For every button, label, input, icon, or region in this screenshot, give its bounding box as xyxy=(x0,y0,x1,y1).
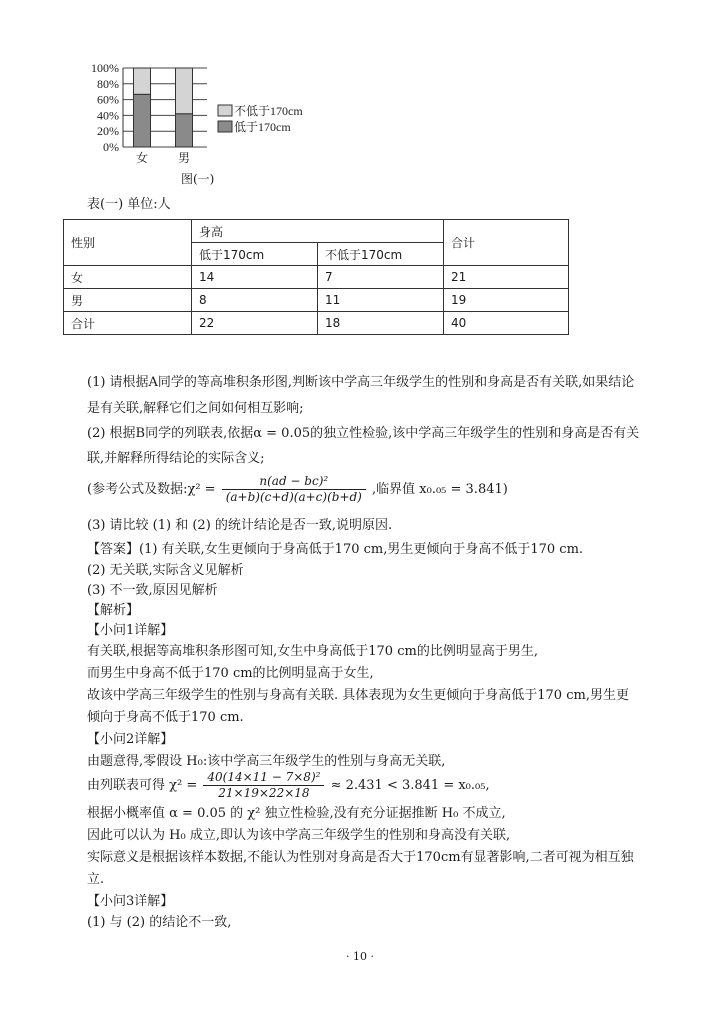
subq1-line4: 倾向于身高不低于170 cm. xyxy=(87,710,244,725)
subq2-line4: 因此可以认为 H₀ 成立,即认为该中学高三年级学生的性别和身高没有关联, xyxy=(87,828,511,843)
subq1-heading: 【小问1详解】 xyxy=(87,623,174,638)
row-label: 合计 xyxy=(64,312,192,335)
y-tick-label: 100% xyxy=(91,61,119,75)
legend-swatch xyxy=(218,121,232,132)
header-gender: 性别 xyxy=(64,220,192,266)
q1-line1: (1) 请根据A同学的等高堆积条形图,判断该中学高三年级学生的性别和身高是否有关联,如果结论 xyxy=(87,375,635,390)
ref-denominator: (a+b)(c+d)(a+c)(b+d) xyxy=(225,490,362,504)
q1-line2: 是有关联,解释它们之间如何相互影响; xyxy=(87,401,304,416)
cell-low: 8 xyxy=(192,289,318,312)
subq2-line1: 由题意得,零假设 H₀:该中学高三年级学生的性别与身高无关联, xyxy=(87,754,446,769)
stacked-bar-chart xyxy=(80,58,340,188)
q2-line1: (2) 根据B同学的列联表,依据α = 0.05的独立性检验,该中学高三年级学生的性别和身高是否有关 xyxy=(87,426,640,441)
x-tick-label: 男 xyxy=(177,151,191,165)
subq1-line3: 故该中学高三年级学生的性别与身高有关联. 具体表现为女生更倾向于身高低于170 cm,男生更 xyxy=(87,688,629,703)
header-height: 身高 xyxy=(192,220,444,243)
answer-line3: (3) 不一致,原因见解析 xyxy=(87,583,218,598)
subq2-formula-prefix: 由列联表可得 χ² = xyxy=(87,778,198,793)
legend-label: 不低于170cm xyxy=(234,104,303,118)
cell-low: 14 xyxy=(192,266,318,289)
answer-line1: 【答案】(1) 有关联,女生更倾向于身高低于170 cm,男生更倾向于身高不低于170 cm. xyxy=(87,542,584,557)
bar-segment xyxy=(176,114,193,147)
q2-line2: 联,并解释所得结论的实际含义; xyxy=(87,451,265,466)
ref-numerator: n(ad − bc)² xyxy=(222,474,366,490)
y-tick-label: 0% xyxy=(103,140,119,154)
subq2-denominator: 21×19×22×18 xyxy=(218,786,310,800)
cell-total: 19 xyxy=(444,289,569,312)
x-tick-label: 女 xyxy=(135,151,149,165)
subq2-formula-suffix: ≈ 2.431 < 3.841 = x₀.₀₅, xyxy=(330,778,490,793)
subq3-line1: (1) 与 (2) 的结论不一致, xyxy=(87,915,232,930)
bar-segment xyxy=(134,94,151,147)
subq1-line1: 有关联,根据等高堆积条形图可知,女生中身高低于170 cm的比例明显高于男生, xyxy=(87,644,538,659)
bar-segment xyxy=(134,68,151,94)
analysis-heading: 【解析】 xyxy=(87,603,140,618)
subheader-high: 不低于170cm xyxy=(318,243,444,266)
row-label: 男 xyxy=(64,289,192,312)
cell-high: 18 xyxy=(318,312,444,335)
subq2-line5: 实际意义是根据该样本数据,不能认为性别对身高是否大于170cm有显著影响,二者可视为相互独 xyxy=(87,850,634,865)
answer-line2: (2) 无关联,实际含义见解析 xyxy=(87,563,244,578)
ref-suffix: ,临界值 x₀.₀₅ = 3.841) xyxy=(372,482,508,497)
header-total: 合计 xyxy=(444,220,569,266)
y-tick-label: 80% xyxy=(97,76,119,91)
table-row xyxy=(64,312,569,335)
q3-line: (3) 请比较 (1) 和 (2) 的统计结论是否一致,说明原因. xyxy=(87,518,393,533)
subq1-line2: 而男生中身高不低于170 cm的比例明显高于女生, xyxy=(87,666,374,681)
y-tick-label: 20% xyxy=(97,124,119,139)
subq2-line3: 根据小概率值 α = 0.05 的 χ² 独立性检验,没有充分证据推断 H₀ 不成立, xyxy=(87,806,506,821)
legend-swatch xyxy=(218,105,232,116)
subq2-heading: 【小问2详解】 xyxy=(87,732,174,747)
bar-segment xyxy=(176,68,193,114)
page-number: · 10 · xyxy=(346,950,374,963)
y-tick-label: 60% xyxy=(97,92,119,107)
subq2-numerator: 40(14×11 − 7×8)² xyxy=(203,770,324,786)
ref-prefix: (参考公式及数据:χ² = xyxy=(87,482,216,497)
row-label: 女 xyxy=(64,266,192,289)
chart-svg xyxy=(80,58,340,188)
subq3-heading: 【小问3详解】 xyxy=(87,894,174,909)
cell-total: 21 xyxy=(444,266,569,289)
cell-low: 22 xyxy=(192,312,318,335)
reference-formula xyxy=(87,474,508,505)
chart-title: 图(一) xyxy=(181,172,215,186)
table-row xyxy=(64,289,569,312)
subheader-low: 低于170cm xyxy=(192,243,318,266)
subq2-line6: 立. xyxy=(87,872,105,887)
ref-fraction xyxy=(222,474,366,505)
y-tick-label: 40% xyxy=(97,108,119,123)
subq2-fraction xyxy=(203,770,324,801)
table-row xyxy=(64,266,569,289)
subq2-formula xyxy=(87,770,490,801)
contingency-table xyxy=(63,219,569,335)
table-caption: 表(一) 单位:人 xyxy=(87,197,171,212)
legend-label: 低于170cm xyxy=(234,120,291,134)
cell-high: 7 xyxy=(318,266,444,289)
cell-total: 40 xyxy=(444,312,569,335)
cell-high: 11 xyxy=(318,289,444,312)
